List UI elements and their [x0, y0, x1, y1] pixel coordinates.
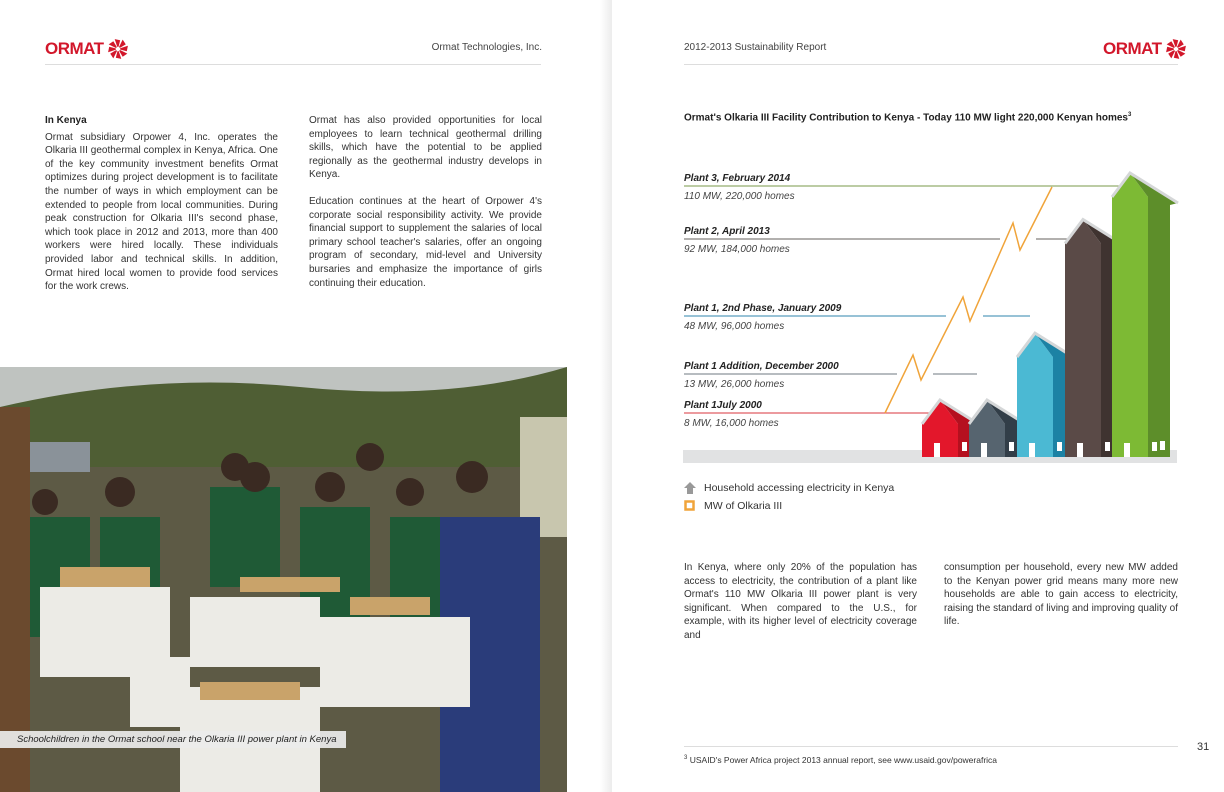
house-front	[1065, 219, 1101, 457]
paragraph: Ormat subsidiary Orpower 4, Inc. operates the Olkaria III geothermal complex in Kenya, Africa. One of the key community investment benefits Ormat optimizes during project development is to facilitate the number of ways in which employment can be extended to people from local communities. During peak construction for Olkaria III's second phase, which took place in 2012 and 2013, more than 400 workers were hired locally. These individuals provided labor and technical skills. In addition, Ormat hired local women to provide food services for the work crews.	[45, 131, 278, 293]
legend-label: MW of Olkaria III	[704, 500, 783, 512]
photo-caption: Schoolchildren in the Ormat school near the Olkaria III power plant in Kenya	[0, 731, 346, 748]
house-front	[1112, 173, 1148, 457]
category-label: Plant 1July 2000	[684, 400, 762, 411]
house-window	[1057, 442, 1062, 451]
header-divider	[45, 64, 541, 65]
ormat-swirl-icon	[107, 38, 129, 60]
running-header: Ormat Technologies, Inc.	[431, 42, 542, 53]
house-door	[1029, 443, 1035, 457]
square-outline-icon	[684, 500, 696, 512]
category-label: Plant 1, 2nd Phase, January 2009	[684, 303, 842, 314]
header-divider	[684, 64, 1178, 65]
logo-text: ORMAT	[45, 39, 104, 58]
value-label: 110 MW, 220,000 homes	[684, 191, 795, 202]
value-label: 48 MW, 96,000 homes	[684, 321, 785, 332]
legend-mw	[684, 500, 782, 512]
house-window	[1160, 441, 1165, 450]
house-door	[1124, 443, 1130, 457]
chart-title-text: Ormat's Olkaria III Facility Contribution to Kenya - Today 110 MW light 220,000 Kenyan homes	[684, 112, 1128, 124]
paragraph: Education continues at the heart of Orpower 4's corporate social responsibility activity. We provide financial support to supplement the salaries of local primary school teacher's salaries, offer an ongoing program of secondary, mid-level and University bursaries and emphasize the importance of girls continuing their education.	[309, 195, 542, 289]
ormat-logo	[1103, 38, 1187, 60]
body-column-2: consumption per household, every new MW added to the Kenyan power grid means many more new households are able to gain access to electricity, raising the standard of living and improving quality of life.	[944, 562, 1178, 628]
text-column-2	[309, 114, 542, 290]
house-arrow-icon	[684, 482, 696, 494]
house-window	[962, 442, 967, 451]
footnote-divider	[684, 746, 1178, 747]
category-label: Plant 2, April 2013	[684, 226, 770, 237]
schoolchildren-photo	[0, 367, 567, 792]
paragraph: Ormat has also provided opportunities for local employees to learn technical geothermal drilling skills, which have the potential to be applied regionally as the geothermal industry develops in Kenya.	[309, 115, 542, 181]
olkaria-chart	[670, 100, 1190, 480]
category-label: Plant 3, February 2014	[684, 173, 791, 184]
ormat-logo	[45, 38, 129, 60]
page-number: 31	[1197, 741, 1210, 753]
footnote-ref: 3	[1127, 112, 1132, 118]
legend-households	[684, 482, 894, 494]
value-label: 8 MW, 16,000 homes	[684, 418, 779, 429]
footnote	[684, 755, 997, 765]
house-window	[1105, 442, 1110, 451]
value-label: 13 MW, 26,000 homes	[684, 379, 785, 390]
logo-text: ORMAT	[1103, 39, 1162, 58]
legend-label: Household accessing electricity in Kenya	[704, 482, 895, 494]
house-door	[981, 443, 987, 457]
ormat-swirl-icon	[1165, 38, 1187, 60]
section-heading: In Kenya	[45, 115, 87, 126]
house-door	[934, 443, 940, 457]
house-bar	[1112, 173, 1178, 457]
footnote-mark: 3	[684, 755, 688, 762]
house-window	[1009, 442, 1014, 451]
house-door	[1077, 443, 1083, 457]
house-window	[1152, 442, 1157, 451]
body-column-1: In Kenya, where only 20% of the population has access to electricity, the contribution of a plant like Ormat's 110 MW Olkaria III power plant is very significant. When compared to the U.S., for example, with its higher level of electricity coverage and	[684, 562, 917, 641]
value-label: 92 MW, 184,000 homes	[684, 244, 790, 255]
text-column-1	[45, 114, 278, 294]
category-label: Plant 1 Addition, December 2000	[684, 361, 839, 372]
footnote-text: USAID's Power Africa project 2013 annual report, see www.usaid.gov/powerafrica	[689, 755, 998, 765]
running-header: 2012-2013 Sustainability Report	[684, 42, 827, 53]
